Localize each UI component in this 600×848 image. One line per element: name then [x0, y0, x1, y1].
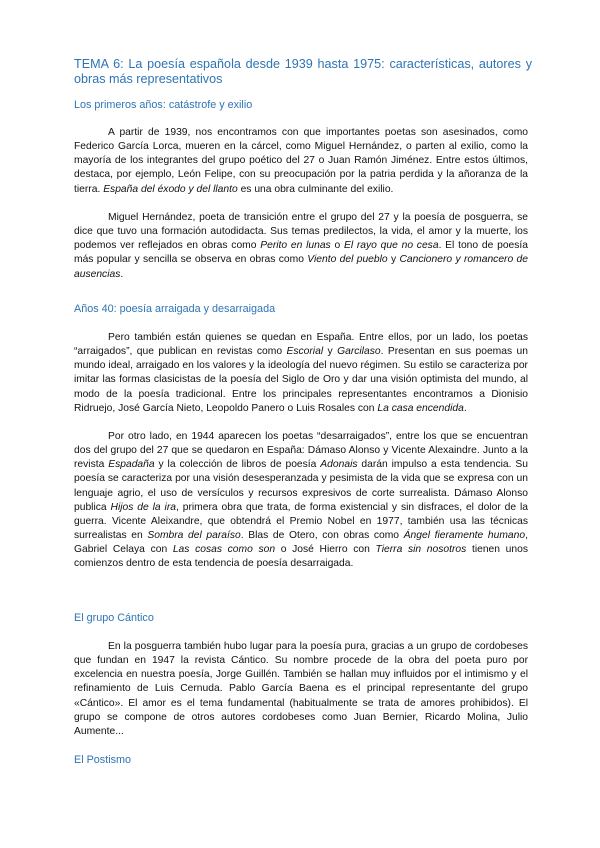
paragraph-cantico-1: En la posguerra también hubo lugar para la poesía pura, gracias a un grupo de cordobeses que fundan en 1947 la revista Cántico. Su nombre procede de la obra del poeta puro por excelencia en nuestra poesía, Jorge Guillén. También se hallan muy influidos por el intimismo y el refinamiento de Luis Cernuda. Pablo García Baena es el principal representante del grupo «Cántico». El amor es el tema fundamental (habitualmente se trata de amores prohibidos). El grupo se compone de otros autores cordobeses como Juan Bernier, Ricardo Molina, Julio Aumente... — [74, 641, 528, 737]
paragraph-anos40-2: Por otro lado, en 1944 aparecen los poetas “desarraigados”, entre los que se encuentran dos del grupo del 27 que se quedaron en España: Dámaso Alonso y Vicente Alexaindre. Junto a la revista Espadaña y la colección de libros de poesía Adonais darán impulso a esta tendencia. Su poesía se caracteriza por una visión desesperanzada y pesimista de la vida que se expresa con un lenguaje agrio, el uso de versículos y recursos expresivos de corte surrealista. Dámaso Alonso publica Hijos de la ira, primera obra que trata, de forma existencial y sin disfraces, el dolor de la guerra. Vicente Aleixandre, que obtendrá el Premio Nobel en 1977, también usa las técnicas surrealistas en Sombra del paraíso. Blas de Otero, con obras como Ángel fieramente humano, Gabriel Celaya con Las cosas como son o José Hierro con Tierra sin nosotros tienen unos comienzos dentro de esta tendencia de poesía desarraigada. — [74, 431, 528, 570]
section-heading-anos-40: Años 40: poesía arraigada y desarraigada — [74, 303, 276, 315]
paragraph-exilio-1: A partir de 1939, nos encontramos con que importantes poetas son asesinados, como Federico García Lorca, mueren en la cárcel, como Miguel Hernández, o parten al exilio, como la mayoría de los integrantes del grupo poético del 27 o Juan Ramón Jiménez. Entre estos últimos, destaca, por ejemplo, León Felipe, con su preocupación por la patria perdida y la añoranza de la tierra. España del éxodo y del llanto es una obra culminante del exilio. — [74, 127, 528, 195]
paragraph-exilio-2: Miguel Hernández, poeta de transición entre el grupo del 27 y la poesía de posguerra, se dice que tuvo una formación autodidacta. Sus temas predilectos, la vida, el amor y la muerte, los podemos ver reflejados en obras como Perito en lunas o El rayo que no cesa. El tono de poesía más popular y sencilla se observa en obras como Viento del pueblo y Cancionero y romancero de ausencias. — [74, 212, 529, 280]
section-heading-cantico: El grupo Cántico — [74, 612, 154, 624]
section-heading-postismo: El Postismo — [74, 754, 131, 766]
document-title: TEMA 6: La poesía española desde 1939 hasta 1975: características, autores y obras más representativos — [74, 57, 532, 86]
section-heading-exilio: Los primeros años: catástrofe y exilio — [74, 99, 253, 111]
paragraph-anos40-1: Pero también están quienes se quedan en España. Entre ellos, por un lado, los poetas “arraigados”, que publican en revistas como Escorial y Garcilaso. Presentan en sus poemas un mundo ideal, arraigado en los valores y la ideología del nuevo régimen. Su estilo se caracteriza por imitar las formas clasicistas de la poesía del Siglo de Oro y dar una visión optimista del mundo, al modo de la poesía tradicional. Entre los principales representantes encontramos a Dionisio Ridruejo, José García Nieto, Leopoldo Panero o Luis Rosales con La casa encendida. — [74, 332, 528, 414]
